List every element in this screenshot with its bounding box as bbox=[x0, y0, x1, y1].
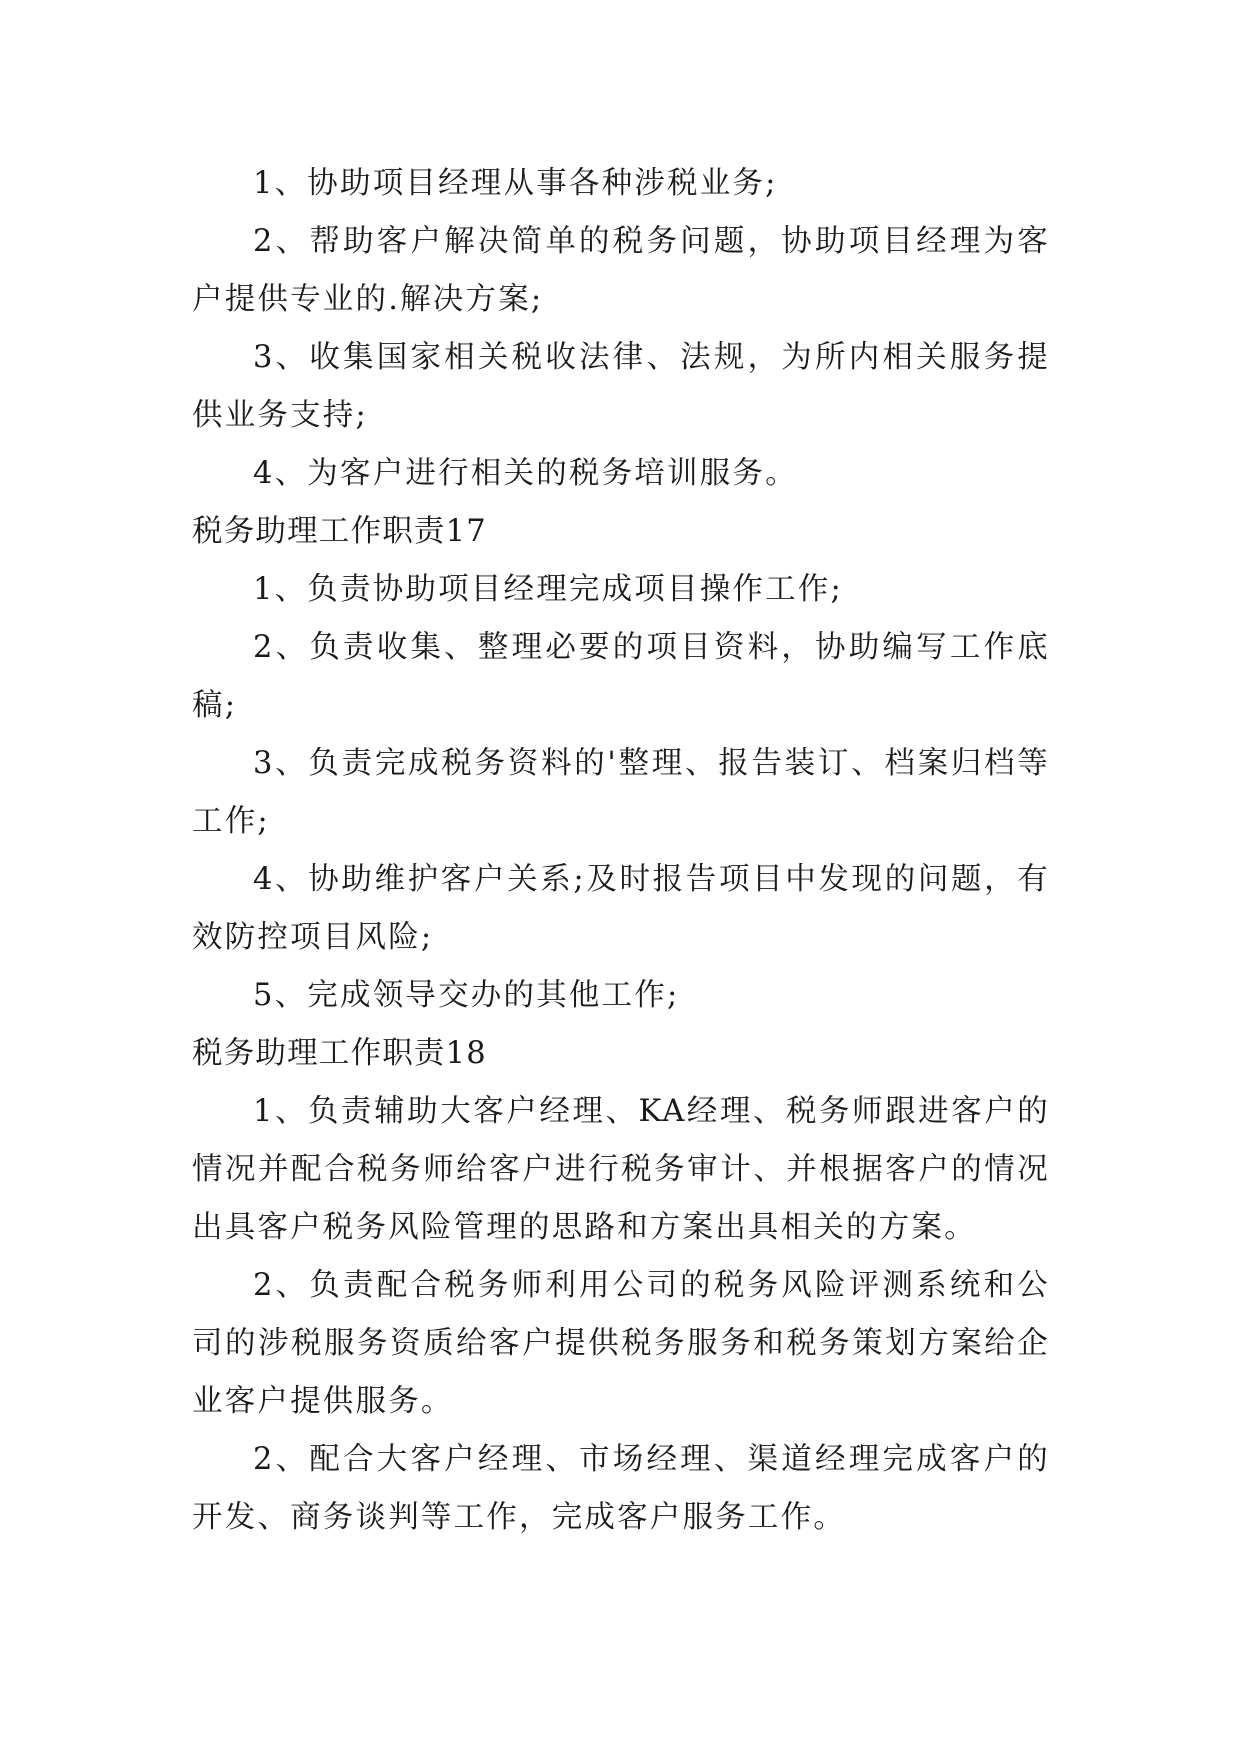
section-heading-18: 税务助理工作职责18 bbox=[192, 1036, 487, 1071]
section-heading-17: 税务助理工作职责17 bbox=[192, 514, 487, 549]
paragraph-item-5: 5、完成领导交办的其他工作; bbox=[253, 978, 680, 1013]
paragraph-item-2: 2、帮助客户解决简单的税务问题，协助项目经理为客户提供专业的.解决方案; bbox=[192, 224, 1050, 317]
paragraph-item-2: 2、负责收集、整理必要的项目资料，协助编写工作底稿; bbox=[192, 630, 1050, 723]
document-body bbox=[192, 155, 1050, 1547]
paragraph-item-3: 3、收集国家相关税收法律、法规，为所内相关服务提供业务支持; bbox=[192, 340, 1050, 433]
paragraph-item-4: 4、为客户进行相关的税务培训服务。 bbox=[253, 456, 798, 491]
paragraph-item-3: 3、负责完成税务资料的'整理、报告装订、档案归档等工作; bbox=[192, 746, 1050, 839]
paragraph-item-1: 1、负责辅助大客户经理、KA经理、税务师跟进客户的情况并配合税务师给客户进行税务审计、并根据客户的情况出具客户税务风险管理的思路和方案出具相关的方案。 bbox=[192, 1094, 1050, 1245]
paragraph-item-4: 4、协助维护客户关系;及时报告项目中发现的问题，有效防控项目风险; bbox=[192, 862, 1050, 955]
paragraph-item-1: 1、协助项目经理从事各种涉税业务; bbox=[253, 166, 778, 201]
paragraph-item-2b: 2、配合大客户经理、市场经理、渠道经理完成客户的开发、商务谈判等工作，完成客户服务工作。 bbox=[192, 1442, 1050, 1535]
paragraph-item-2: 2、负责配合税务师利用公司的税务风险评测系统和公司的涉税服务资质给客户提供税务服务和税务策划方案给企业客户提供服务。 bbox=[192, 1268, 1050, 1419]
paragraph-item-1: 1、负责协助项目经理完成项目操作工作; bbox=[253, 572, 843, 607]
